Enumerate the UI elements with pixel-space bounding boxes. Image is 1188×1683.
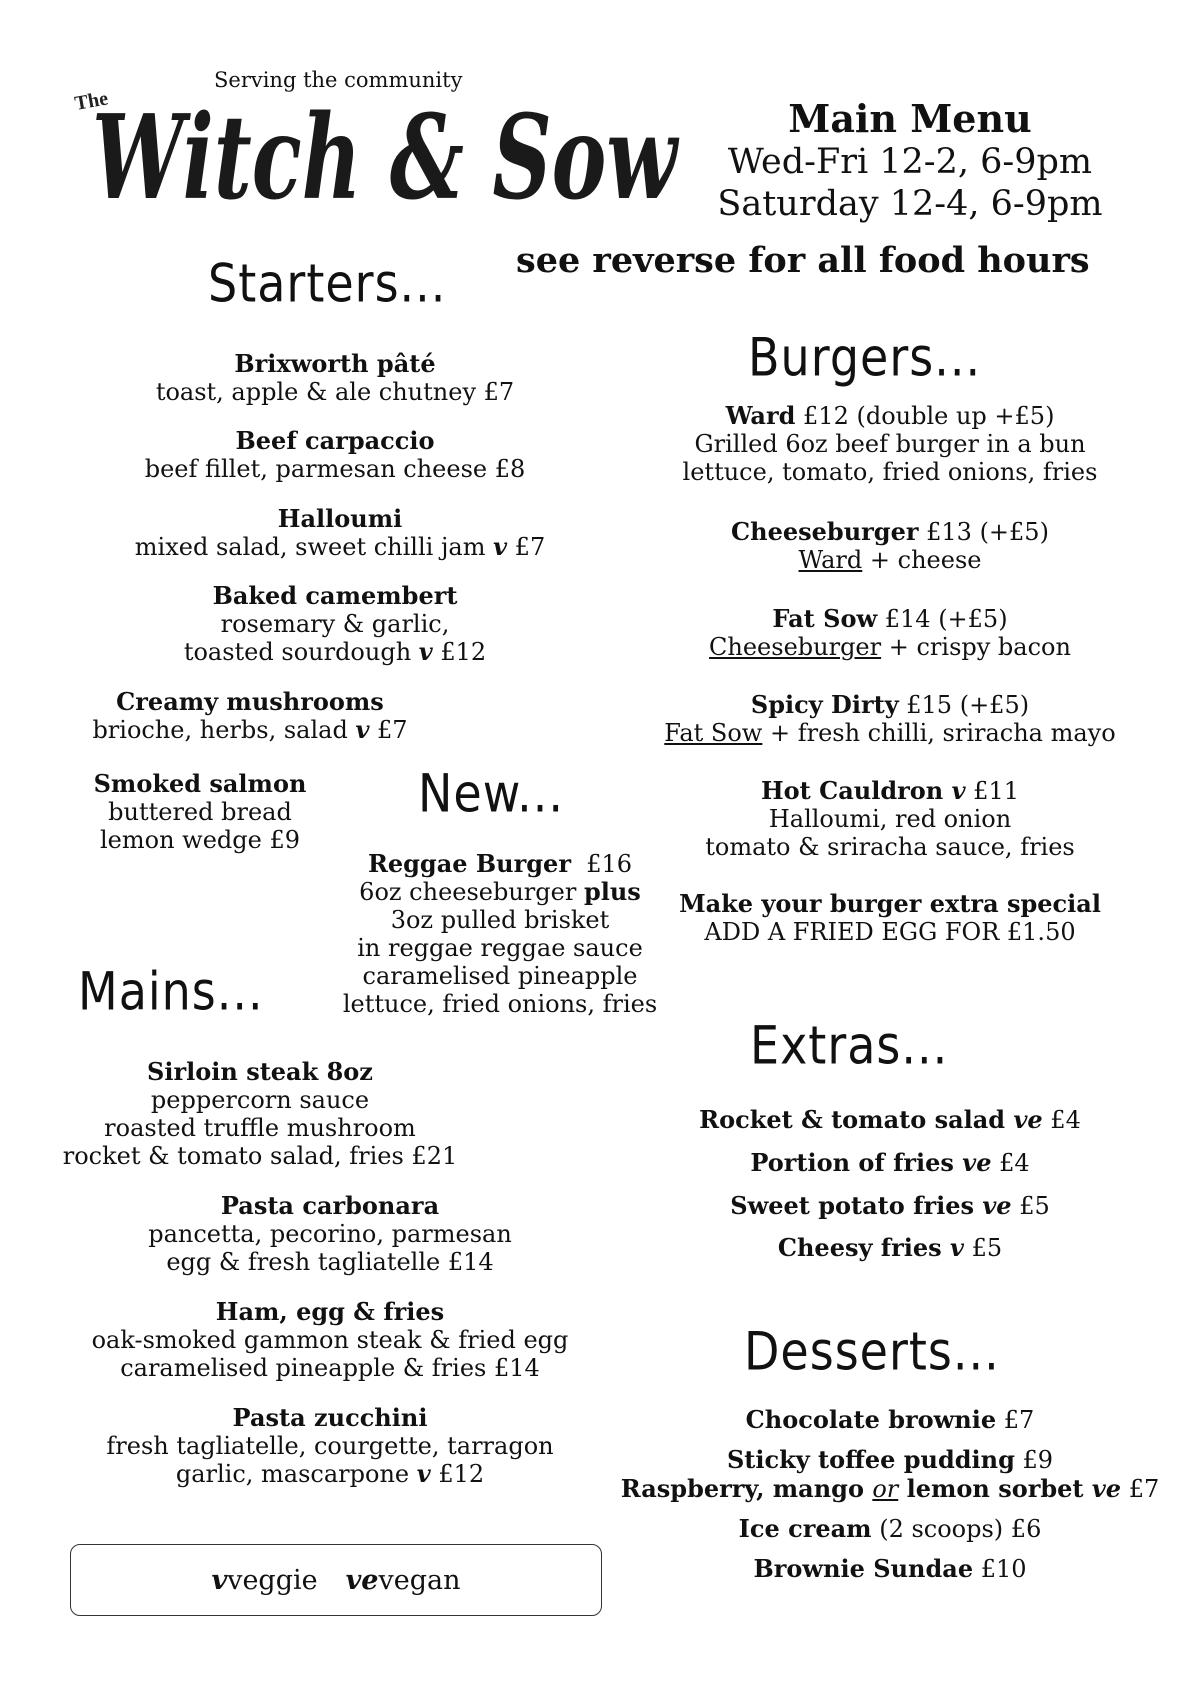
item-desc: tomato & sriracha sauce, fries — [705, 833, 1075, 861]
item-desc: lettuce, fried onions, fries — [342, 990, 658, 1018]
item-name: Cheeseburger — [731, 517, 919, 546]
item-name: Cheesy fries — [777, 1233, 950, 1262]
item-desc: garlic, mascarpone — [175, 1460, 417, 1488]
hours-saturday: Saturday 12-4, 6-9pm — [717, 184, 1103, 224]
item-name: Halloumi — [277, 504, 403, 533]
item-name: Raspberry, mango — [620, 1474, 873, 1503]
item-desc: lettuce, tomato, fried onions, fries — [682, 458, 1098, 486]
item-desc: mixed salad, sweet chilli jam — [134, 533, 494, 561]
heading-desserts: Desserts... — [744, 1319, 1000, 1383]
item-desc: caramelised pineapple — [362, 962, 638, 990]
item-price: £5 — [963, 1234, 1003, 1262]
vegan-mark: ve — [982, 1191, 1012, 1220]
vegan-key-label: vegan — [378, 1564, 461, 1596]
item-name: Smoked salmon — [93, 769, 307, 798]
item-name: Chocolate brownie — [745, 1405, 997, 1434]
menu-item — [90, 1298, 570, 1382]
item-name: Spicy Dirty — [750, 690, 899, 719]
item-price: £12 (double up +£5) — [795, 402, 1055, 430]
menu-item — [640, 1406, 1140, 1434]
veggie-mark: v — [355, 715, 370, 744]
item-ref: Ward — [798, 546, 863, 574]
heading-new: New... — [418, 761, 564, 825]
item-name: Hot Cauldron — [761, 776, 952, 805]
veggie-mark: v — [493, 532, 508, 561]
item-desc: fresh tagliatelle, courgette, tarragon — [106, 1432, 554, 1460]
item-name: Ice cream — [738, 1514, 872, 1543]
burger-special — [650, 890, 1130, 946]
item-desc: + cheese — [862, 546, 982, 574]
item-desc: + crispy bacon — [881, 633, 1071, 661]
menu-item — [100, 1404, 560, 1488]
item-desc-emphasis: plus — [583, 877, 641, 906]
menu-item — [130, 582, 540, 666]
menu-title: Main Menu — [788, 96, 1032, 141]
menu-item — [120, 1192, 540, 1276]
logo-the: The — [73, 87, 110, 115]
item-desc: Grilled 6oz beef burger in a bun — [694, 430, 1086, 458]
item-price: £5 — [1011, 1192, 1050, 1220]
item-desc: toast, apple & ale chutney £7 — [155, 378, 515, 406]
logo — [70, 78, 690, 218]
menu-item — [130, 350, 540, 406]
menu-item — [650, 605, 1130, 661]
veggie-mark: v — [951, 776, 966, 805]
item-name: Sweet potato fries — [730, 1191, 983, 1220]
item-desc: oak-smoked gammon steak & fried egg — [91, 1326, 569, 1354]
item-name: Sticky toffee pudding — [726, 1445, 1015, 1474]
item-price: £13 (+£5) — [918, 518, 1049, 546]
item-name: Sirloin steak 8oz — [147, 1057, 373, 1086]
item-desc: rocket & tomato salad, fries £21 — [62, 1142, 458, 1170]
item-desc: beef fillet, parmesan cheese £8 — [144, 455, 526, 483]
item-price: £7 — [996, 1406, 1035, 1434]
vegan-mark: ve — [962, 1148, 992, 1177]
item-price: £7 — [507, 533, 546, 561]
item-desc: + fresh chilli, sriracha mayo — [762, 719, 1116, 747]
item-desc: brioche, herbs, salad — [92, 716, 356, 744]
item-name: Baked camembert — [212, 581, 458, 610]
menu-item — [110, 505, 570, 561]
item-name: Pasta zucchini — [232, 1403, 428, 1432]
item-desc: 3oz pulled brisket — [390, 906, 610, 934]
item-name: Brixworth pâté — [234, 349, 436, 378]
heading-mains: Mains... — [78, 959, 264, 1023]
menu-item — [640, 1555, 1140, 1583]
dietary-key — [70, 1544, 602, 1616]
menu-item — [60, 688, 440, 744]
hours-weekday: Wed-Fri 12-2, 6-9pm — [727, 142, 1093, 182]
item-price: £7 — [369, 716, 408, 744]
item-price: £10 — [973, 1555, 1027, 1583]
item-name: Pasta carbonara — [220, 1191, 440, 1220]
item-ref: Cheeseburger — [709, 633, 882, 661]
menu-item-new — [340, 850, 660, 1018]
item-desc: Halloumi, red onion — [768, 805, 1012, 833]
item-desc: lemon wedge £9 — [99, 826, 300, 854]
item-price: (2 scoops) £6 — [871, 1515, 1042, 1543]
veggie-mark: v — [950, 1233, 964, 1262]
item-desc: in reggae reggae sauce — [357, 934, 643, 962]
item-name: Rocket & tomato salad — [699, 1105, 1014, 1134]
item-name: Brownie Sundae — [753, 1554, 974, 1583]
menu-item — [610, 1475, 1170, 1503]
menu-item — [640, 691, 1140, 747]
menu-item — [640, 1515, 1140, 1543]
logo-artwork — [70, 78, 690, 218]
item-price: £4 — [1042, 1106, 1081, 1134]
veggie-mark: v — [418, 637, 433, 666]
menu-item — [650, 402, 1130, 486]
item-desc: pancetta, pecorino, parmesan — [148, 1220, 512, 1248]
item-price: £12 — [430, 1460, 485, 1488]
item-name: Beef carpaccio — [235, 426, 435, 455]
item-desc: caramelised pineapple & fries £14 — [120, 1354, 540, 1382]
veggie-key-mark: v — [211, 1564, 228, 1596]
item-ref: Fat Sow — [664, 719, 763, 747]
item-price: £12 — [432, 638, 487, 666]
item-name: Portion of fries — [750, 1148, 963, 1177]
menu-item — [60, 1058, 460, 1170]
menu-item — [650, 518, 1130, 574]
menu-item — [640, 1234, 1140, 1262]
item-price: £14 (+£5) — [877, 605, 1008, 633]
menu-item — [640, 1192, 1140, 1220]
item-price: £16 — [586, 850, 633, 878]
item-desc: buttered bread — [108, 798, 292, 826]
item-price: £4 — [991, 1149, 1030, 1177]
item-desc: toasted sourdough — [183, 638, 419, 666]
menu-item — [640, 1149, 1140, 1177]
item-price: £9 — [1014, 1446, 1054, 1474]
item-desc: rosemary & garlic, — [220, 610, 450, 638]
item-name: Creamy mushrooms — [116, 687, 384, 716]
item-desc: roasted truffle mushroom — [104, 1114, 416, 1142]
item-desc: 6oz cheeseburger — [359, 878, 584, 906]
item-desc: egg & fresh tagliatelle £14 — [166, 1248, 494, 1276]
item-name: Ham, egg & fries — [215, 1297, 445, 1326]
item-name: lemon sorbet — [898, 1474, 1092, 1503]
vegan-mark: ve — [1013, 1105, 1043, 1134]
food-hours-note: see reverse for all food hours — [516, 240, 1090, 281]
tagline: Serving the community — [214, 68, 463, 92]
item-name: Ward — [725, 401, 796, 430]
menu-item — [60, 770, 340, 854]
heading-starters: Starters... — [208, 251, 447, 315]
veggie-key-label: veggie — [227, 1564, 318, 1596]
item-name: Fat Sow — [772, 604, 878, 633]
heading-burgers: Burgers... — [748, 325, 982, 389]
vegan-mark: ve — [1091, 1474, 1122, 1503]
special-text: ADD A FRIED EGG FOR £1.50 — [704, 918, 1076, 946]
menu-item — [640, 1106, 1140, 1134]
item-price: £15 (+£5) — [898, 691, 1030, 719]
vegan-key-mark: ve — [345, 1564, 379, 1596]
item-price: £11 — [965, 777, 1019, 805]
menu-item — [650, 777, 1130, 861]
item-desc: peppercorn sauce — [150, 1086, 370, 1114]
item-price: £7 — [1121, 1475, 1160, 1503]
item-name: Reggae Burger — [367, 849, 571, 878]
menu-item — [130, 427, 540, 483]
special-title: Make your burger extra special — [679, 889, 1101, 918]
item-name-or: or — [872, 1475, 899, 1503]
veggie-mark: v — [416, 1459, 431, 1488]
logo-wordmark: Witch & Sow — [92, 90, 680, 218]
menu-item — [640, 1446, 1140, 1474]
heading-extras: Extras... — [750, 1013, 949, 1077]
